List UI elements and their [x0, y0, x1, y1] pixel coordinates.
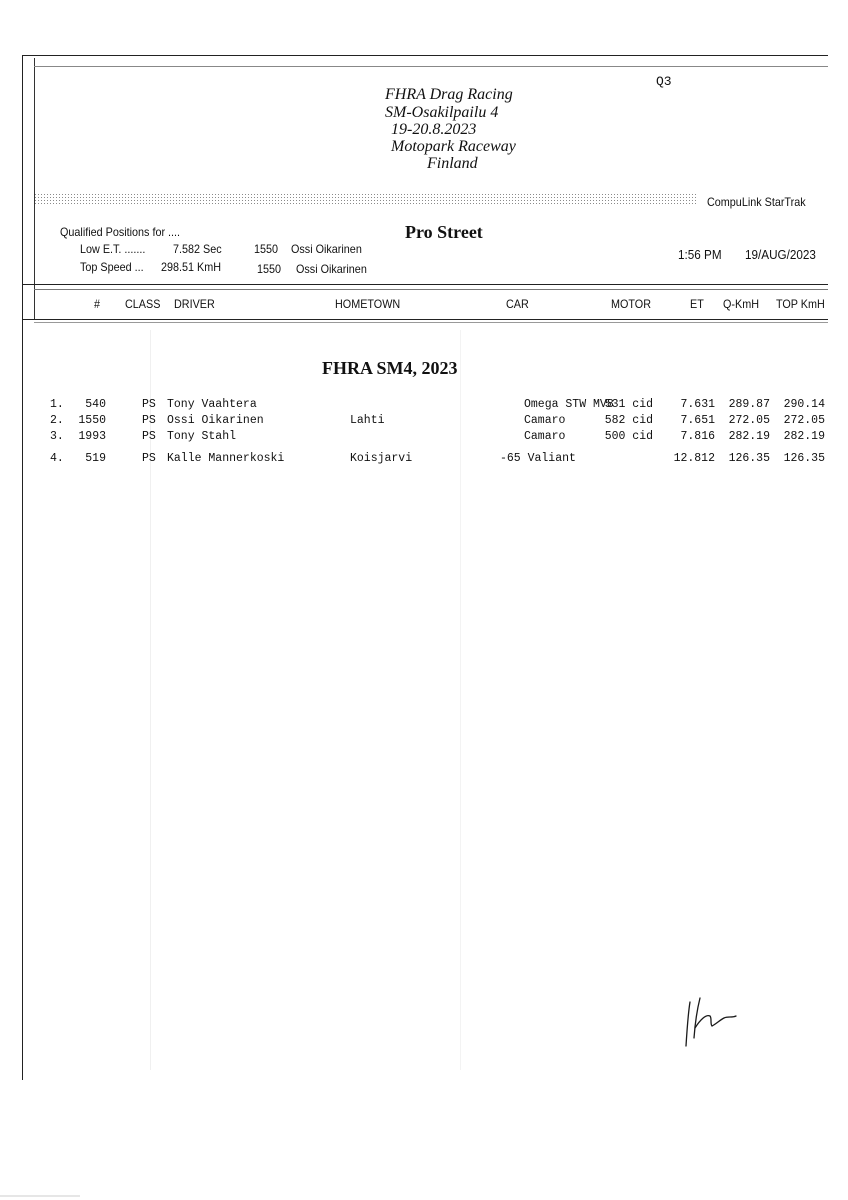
report-time: 1:56 PM [678, 247, 722, 262]
table-row [0, 430, 848, 446]
header-rule-1 [22, 284, 828, 285]
table-row [0, 452, 848, 468]
row-et: 12.812 [673, 452, 715, 465]
col-driver: DRIVER [174, 297, 215, 311]
row-class: PS [142, 430, 156, 443]
section-title: FHRA SM4, 2023 [322, 358, 458, 378]
table-row [0, 398, 848, 414]
row-q-kmh: 272.05 [728, 414, 770, 427]
row-q-kmh: 289.87 [728, 398, 770, 411]
row-driver: Ossi Oikarinen [167, 414, 264, 427]
row-et: 7.631 [680, 398, 715, 411]
header-rule-2 [34, 289, 828, 290]
row-position: 1. [50, 398, 64, 411]
top-border [22, 55, 828, 56]
low-et-driver: Ossi Oikarinen [291, 242, 362, 256]
row-top-kmh: 126.35 [783, 452, 825, 465]
dotted-separator [34, 193, 698, 205]
col-motor: MOTOR [611, 297, 652, 311]
row-number: 519 [85, 452, 106, 465]
row-q-kmh: 282.19 [728, 430, 770, 443]
low-et-value: 7.582 Sec [173, 242, 222, 256]
columns-rule-2 [34, 322, 828, 323]
event-line-1: FHRA Drag Racing [385, 86, 513, 103]
brand-label: CompuLink StarTrak [707, 195, 806, 209]
col-car: CAR [506, 297, 529, 311]
row-car: Camaro [524, 414, 566, 427]
row-class: PS [142, 414, 156, 427]
row-et: 7.651 [680, 414, 715, 427]
row-number: 1550 [78, 414, 106, 427]
header-left-border [34, 58, 35, 320]
row-q-kmh: 126.35 [728, 452, 770, 465]
event-line-3: 19-20.8.2023 [391, 121, 477, 138]
row-position: 4. [50, 452, 64, 465]
row-number: 540 [85, 398, 106, 411]
row-number: 1993 [78, 430, 106, 443]
col-hometown: HOMETOWN [335, 297, 401, 311]
row-car: Camaro [524, 430, 566, 443]
page-left-border [22, 55, 23, 1080]
col-top-kmh: TOP KmH [776, 297, 825, 311]
top-speed-value: 298.51 KmH [161, 260, 222, 274]
row-hometown: Lahti [350, 414, 385, 427]
col-q-kmh: Q-KmH [723, 297, 759, 311]
report-date: 19/AUG/2023 [745, 247, 816, 262]
row-motor: 582 cid [604, 414, 653, 427]
session-label: Q3 [656, 74, 672, 89]
row-top-kmh: 282.19 [783, 430, 825, 443]
row-hometown: Koisjarvi [350, 452, 413, 465]
low-et-label: Low E.T. ....... [80, 242, 146, 256]
scan-edge [0, 1195, 80, 1197]
row-class: PS [142, 398, 156, 411]
row-top-kmh: 272.05 [783, 414, 825, 427]
top-speed-driver: Ossi Oikarinen [296, 262, 367, 276]
col-et: ET [690, 297, 704, 311]
row-position: 2. [50, 414, 64, 427]
row-position: 3. [50, 430, 64, 443]
low-et-number: 1550 [254, 242, 279, 256]
row-top-kmh: 290.14 [783, 398, 825, 411]
row-motor: 500 cid [604, 430, 653, 443]
signature-mark [676, 994, 742, 1050]
top-speed-number: 1550 [257, 262, 282, 276]
qualified-label: Qualified Positions for .... [60, 225, 181, 239]
row-driver: Kalle Mannerkoski [167, 452, 285, 465]
columns-rule [22, 319, 828, 320]
class-title: Pro Street [405, 222, 483, 242]
row-driver: Tony Stahl [167, 430, 237, 443]
event-line-4: Motopark Raceway [391, 138, 516, 155]
top-border-inner [34, 66, 828, 67]
row-car: -65 Valiant [500, 452, 576, 465]
row-motor: 531 cid [604, 398, 653, 411]
event-line-2: SM-Osakilpailu 4 [385, 104, 499, 121]
row-car: Omega STW MV8 [524, 398, 614, 411]
table-row [0, 414, 848, 430]
row-et: 7.816 [680, 430, 715, 443]
top-speed-label: Top Speed ... [80, 260, 144, 274]
event-line-5: Finland [427, 155, 478, 172]
col-number: # [94, 297, 101, 311]
col-class: CLASS [125, 297, 161, 311]
row-driver: Tony Vaahtera [167, 398, 257, 411]
row-class: PS [142, 452, 156, 465]
